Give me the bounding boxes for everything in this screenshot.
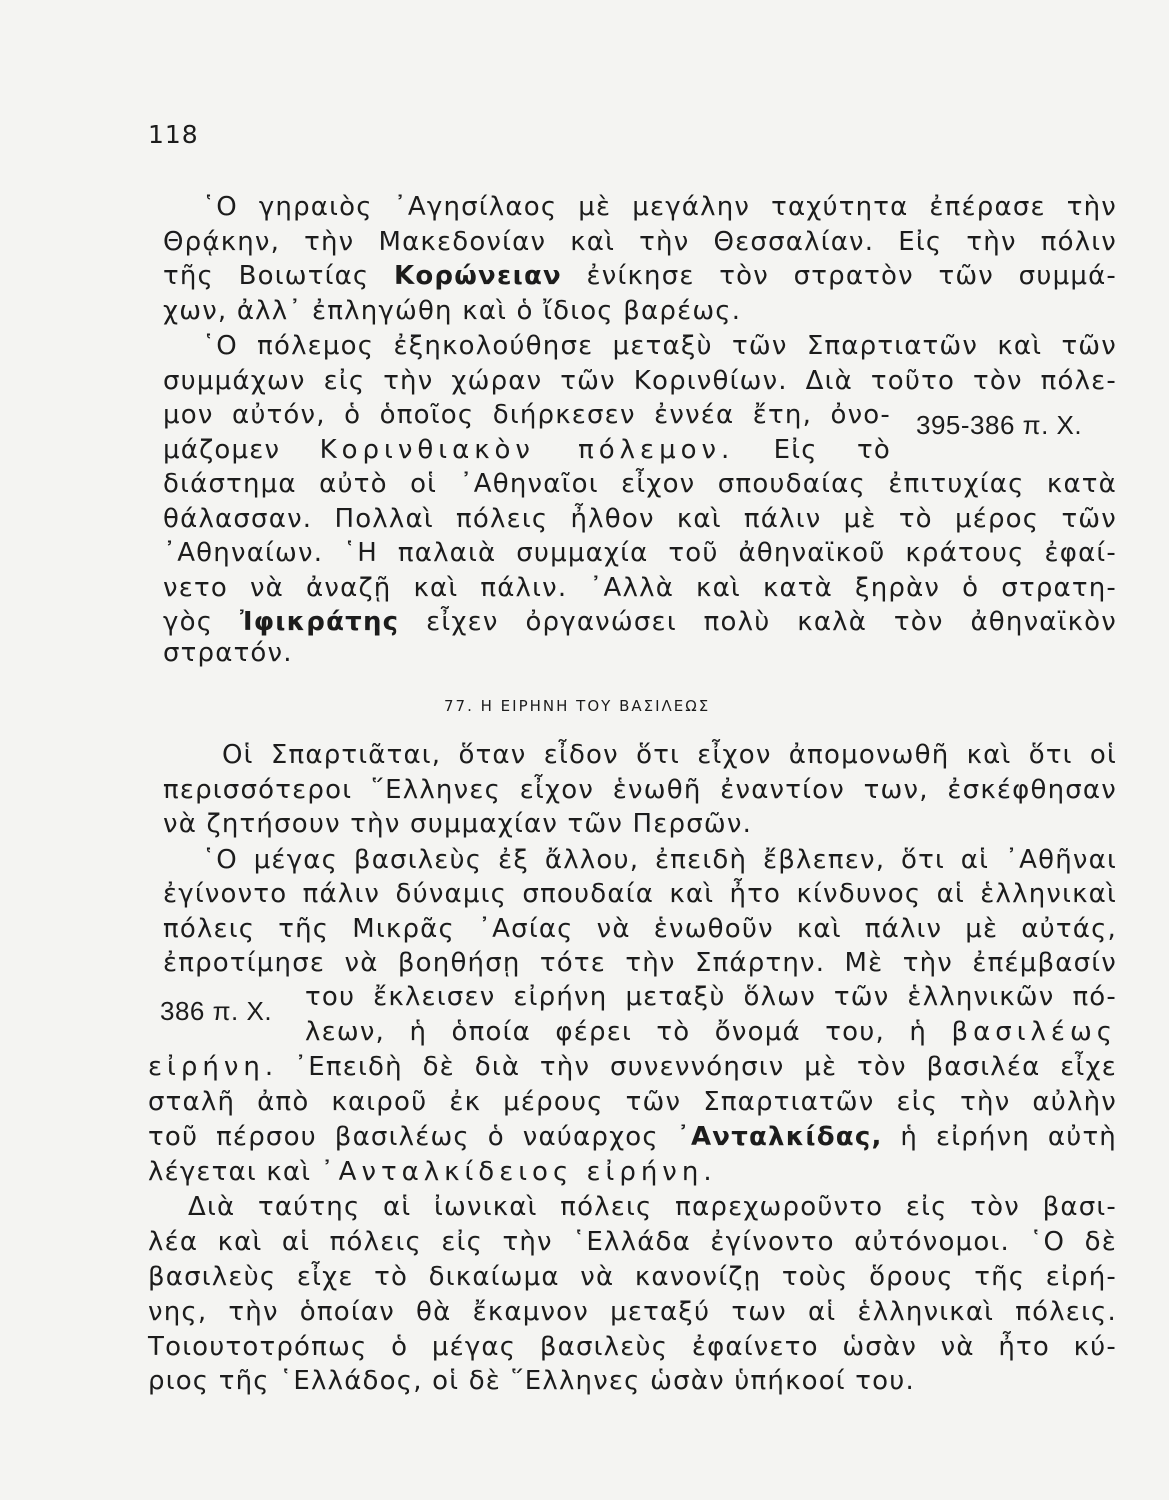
text-run: τοῦ πέρσου βασιλέως ὁ ναύαρχος [148, 1122, 677, 1152]
paragraph-line: συμμάχων εἰς τὴν χώραν τῶν Κορινθίων. Διὰ τοῦτο τὸν πόλε- [163, 366, 1117, 396]
paragraph-line: στρατόν. [163, 638, 293, 668]
paragraph-line: μον αὐτόν, ὁ ὁποῖος διήρκεσεν ἐννέα ἔτη, ὀνο- [163, 400, 891, 430]
paragraph-line: πόλεις τῆς Μικρᾶς ᾿Ασίας νὰ ἑνωθοῦν καὶ πάλιν μὲ αὐτάς, [163, 914, 1117, 944]
paragraph-line: ἐγίνοντο πάλιν δύναμις σπουδαία καὶ ἦτο κίνδυνος αἱ ἑλληνικαὶ [163, 879, 1117, 909]
paragraph-line: θάλασσαν. Πολλαὶ πόλεις ἦλθον καὶ πάλιν μὲ τὸ μέρος τῶν [163, 504, 1117, 534]
text-run: μάζομεν [163, 435, 320, 465]
paragraph-line: βασιλεὺς εἶχε τὸ δικαίωμα νὰ κανονίζῃ τοὺς ὅρους τῆς εἰρή- [148, 1262, 1117, 1292]
paragraph-line: Διὰ ταύτης αἱ ἰωνικαὶ πόλεις παρεχωροῦντο εἰς τὸν βασι- [188, 1192, 1117, 1222]
text-run: εἶχεν ὀργανώσει πολὺ καλὰ τὸν ἀθηναϊκὸν [399, 607, 1117, 637]
paragraph-line: Οἱ Σπαρτιᾶται, ὅταν εἶδον ὅτι εἶχον ἀπομονωθῆ καὶ ὅτι οἱ [222, 740, 1117, 770]
paragraph-line: νης, τὴν ὁποίαν θὰ ἔκαμνον μεταξύ των αἱ ἑλληνικαὶ πόλεις. [148, 1297, 1117, 1327]
text-run: λέγεται καὶ [148, 1157, 321, 1187]
paragraph-line: του ἔκλεισεν εἰρήνη μεταξὺ ὅλων τῶν ἑλληνικῶν πό- [305, 982, 1117, 1012]
margin-date: 386 π. Χ. [160, 996, 273, 1026]
paragraph-line: ριος τῆς ῾Ελλάδος, οἱ δὲ ῞Ελληνες ὡσὰν ὑπήκοοί του. [148, 1366, 915, 1396]
section-heading: 77. Η ΕΙΡΗΝΗ ΤΟΥ ΒΑΣΙΛΕΩΣ [444, 697, 711, 715]
bold-term: ᾿Ανταλκίδας, [676, 1122, 883, 1152]
text-run: γὸς [163, 607, 240, 637]
margin-date: 395-386 π. Χ. [916, 410, 1083, 440]
paragraph-line: ἐπροτίμησε νὰ βοηθήσῃ τότε τὴν Σπάρτην. Μὲ τὴν ἐπέμβασίν [163, 948, 1117, 978]
text-run: ἡ εἰρήνη αὐτὴ [882, 1122, 1117, 1152]
paragraph-line [163, 605, 1117, 639]
text-run: λεων, ἡ ὁποία φέρει τὸ ὄνομά του, ἡ [305, 1017, 952, 1047]
text-run: . [703, 1157, 713, 1187]
paragraph-line: Θρᾴκην, τὴν Μακεδονίαν καὶ τὴν Θεσσαλίαν. Εἰς τὴν πόλιν [163, 227, 1117, 257]
paragraph-line: ᾿Αθηναίων. ῾Η παλαιὰ συμμαχία τοῦ ἀθηναϊκοῦ κράτους ἐφαί- [163, 538, 1117, 568]
text-run: τῆς Βοιωτίας [163, 261, 395, 291]
paragraph-line: ῾Ο πόλεμος ἐξηκολούθησε μεταξὺ τῶν Σπαρτιατῶν καὶ τῶν [202, 331, 1117, 361]
paragraph-line: νὰ ζητήσουν τὴν συμμαχίαν τῶν Περσῶν. [163, 809, 753, 839]
paragraph-line [148, 1155, 713, 1189]
paragraph-line [148, 1050, 1117, 1084]
paragraph-line: διάστημα αὐτὸ οἱ ᾿Αθηναῖοι εἶχον σπουδαίας ἐπιτυχίας κατὰ [163, 469, 1117, 499]
paragraph-line [148, 1120, 1117, 1154]
bold-term: Κορώνειαν [394, 261, 562, 291]
bold-term: Ἰφικράτης [240, 607, 400, 637]
paragraph-line [163, 433, 891, 467]
text-run: ἐνίκησε τὸν στρατὸν τῶν συμμά- [561, 261, 1117, 291]
text-run: Εἰς τὸ [734, 435, 891, 465]
spaced-term: εἰρήνη [148, 1052, 265, 1082]
paragraph-line [163, 259, 1117, 293]
spaced-term: Κορινθιακὸν πόλεμον. [319, 435, 735, 465]
paragraph-line: σταλῆ ἀπὸ καιροῦ ἐκ μέρους τῶν Σπαρτιατῶν εἰς τὴν αὐλὴν [148, 1087, 1117, 1117]
paragraph-line: περισσότεροι ῞Ελληνες εἶχον ἑνωθῆ ἐναντίον των, ἐσκέφθησαν [163, 775, 1117, 805]
paragraph-line: ῾Ο μέγας βασιλεὺς ἐξ ἄλλου, ἐπειδὴ ἔβλεπεν, ὅτι αἱ ᾿Αθῆναι [202, 845, 1117, 875]
paragraph-line: χων, ἀλλ᾿ ἐπληγώθη καὶ ὁ ἴδιος βαρέως. [163, 296, 742, 326]
page-number: 118 [148, 120, 199, 149]
paragraph-line: ῾Ο γηραιὸς ᾿Αγησίλαος μὲ μεγάλην ταχύτητα ἐπέρασε τὴν [202, 192, 1117, 222]
paragraph-line: νετο νὰ ἀναζῇ καὶ πάλιν. ᾿Αλλὰ καὶ κατὰ ξηρὰν ὁ στρατη- [163, 573, 1117, 603]
paragraph-line: λέα καὶ αἱ πόλεις εἰς τὴν ῾Ελλάδα ἐγίνοντο αὐτόνομοι. ῾Ο δὲ [148, 1227, 1117, 1257]
spaced-term: ᾿Ανταλκίδειος εἰρήνη [320, 1157, 704, 1187]
text-run: . ᾿Επειδὴ δὲ διὰ τὴν συνεννόησιν μὲ τὸν βασιλέα εἶχε [264, 1052, 1117, 1082]
paragraph-line [305, 1015, 1117, 1049]
spaced-term: βασιλέως [951, 1017, 1117, 1047]
paragraph-line: Τοιουτοτρόπως ὁ μέγας βασιλεὺς ἐφαίνετο ὡσὰν νὰ ἦτο κύ- [148, 1332, 1117, 1362]
